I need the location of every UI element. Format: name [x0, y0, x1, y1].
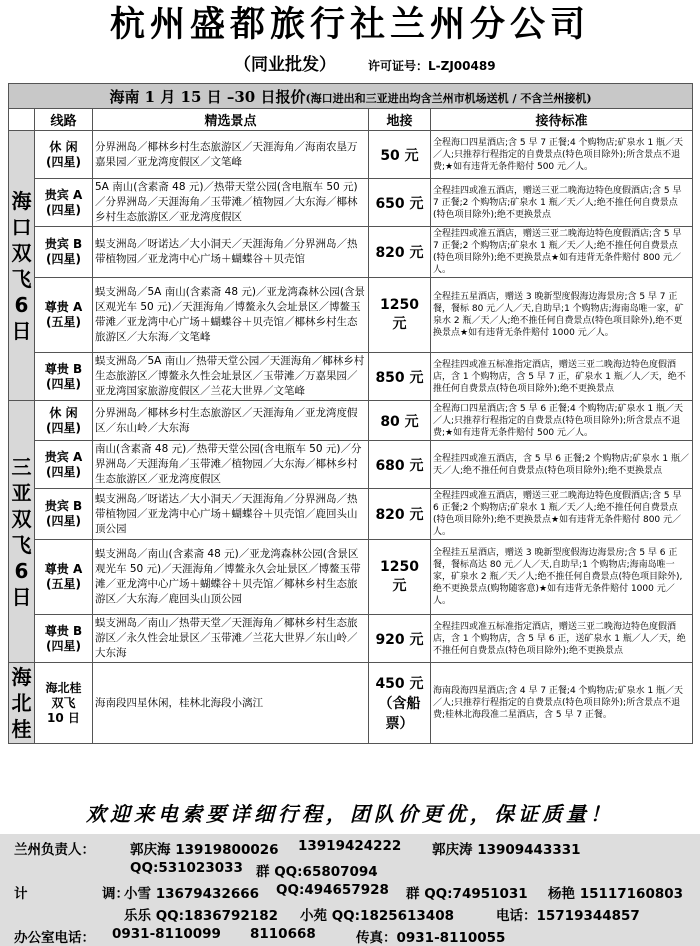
- table-heading-row: [9, 84, 693, 109]
- standard-cell: 全程海口四星酒店;含 5 早 6 正餐;4 个购物店;矿泉水 1 瓶／天／人;只推荐行程指定的自费景点(特色项目除外);所含景点不退费;★如有违背无条件赔付 500 元／人。: [431, 401, 693, 441]
- line-name: [35, 663, 93, 744]
- line-name-part: (四星): [46, 154, 81, 169]
- office-phone2: 8110668: [250, 926, 316, 942]
- region-label: [9, 131, 35, 401]
- xiaoxue-qq: QQ:494657928: [276, 882, 389, 898]
- region-char: 口: [11, 214, 32, 239]
- standard-cell: 全程挂四或准五酒店，含 5 早 6 正餐;2 个购物店;矿泉水 1 瓶／天／人;绝不推任何自费景点(特色项目除外);绝不更换景点: [431, 441, 693, 489]
- spots-cell: 分界洲岛／椰林乡村生态旅游区／天涯海角／亚龙湾度假区／东山岭／大东海: [93, 401, 369, 441]
- dispatch-label-b: 调：: [102, 886, 129, 902]
- standard-cell: 全程挂四或准五酒店，赠送三亚二晚海边特色度假酒店;含 5 早 7 正餐;2 个购物店;矿泉水 1 瓶／天／人;绝不推任何自费景点(特色项目除外);绝不更换景点: [431, 179, 693, 227]
- price-cell: 1250 元: [369, 540, 431, 615]
- license-number: 许可证号：L-ZJ00489: [368, 59, 496, 73]
- column-header-price: 地接: [369, 109, 431, 131]
- contact-panel: [0, 834, 700, 946]
- line-name-part: 尊贵 A: [44, 562, 83, 576]
- price-cell: 820 元: [369, 227, 431, 278]
- price-cell: 920 元: [369, 615, 431, 663]
- region-char: 三: [11, 454, 32, 479]
- price-table: [8, 83, 693, 744]
- line-name-part: 贵宾 B: [44, 237, 83, 251]
- line-name-part: 尊贵 B: [44, 623, 83, 638]
- line-name-part: 休 闲: [49, 405, 78, 420]
- yangyan: 杨艳 15117160803: [548, 886, 684, 902]
- price-cell: 650 元: [369, 179, 431, 227]
- spots-cell: 南山(含素斋 48 元)／热带天堂公园(含电瓶车 50 元)／分界洲岛／天涯海角／玉带滩／植物园／大东海／椰林乡村生态旅游区／亚龙湾度假区: [93, 441, 369, 489]
- group-qq2: 群 QQ:74951031: [406, 886, 528, 902]
- region-char: 飞: [11, 266, 32, 291]
- line-name-part: (四星): [46, 420, 81, 435]
- price-cell: 850 元: [369, 353, 431, 401]
- price-cell: 820 元: [369, 489, 431, 540]
- line-name: [35, 401, 93, 441]
- line-name: [35, 489, 93, 540]
- line-name-part: 10 日: [47, 710, 80, 725]
- standard-cell: 全程海口四星酒店;含 5 早 7 正餐;4 个购物店;矿泉水 1 瓶／天／人;只推荐行程指定的自费景点(特色项目除外);所含景点不退费;★如有违背无条件赔付 500 元／人。: [431, 131, 693, 179]
- region-char: 双: [11, 506, 32, 531]
- price-cell: 1250 元: [369, 278, 431, 353]
- fax: 传真：0931-8110055: [356, 930, 506, 946]
- region-label: [9, 401, 35, 663]
- column-header-region: [9, 109, 35, 131]
- table-row: [9, 489, 693, 540]
- region-char: 飞: [11, 532, 32, 557]
- standard-cell: 全程挂四或准五酒店，赠送三亚二晚海边特色度假酒店;含 5 早 7 正餐;2 个购物店;矿泉水 1 瓶／天／人;绝不推任何自费景点(特色项目除外);绝不更换景点★如有违背无条件赔付 800 元／人。: [431, 227, 693, 278]
- table-row: [9, 353, 693, 401]
- region-char: 双: [11, 240, 32, 265]
- region-char: 6: [14, 292, 29, 317]
- qq1: QQ:531023033: [130, 860, 243, 876]
- line-name: [35, 227, 93, 278]
- region-char: 北: [11, 691, 32, 715]
- line-name-part: (五星): [46, 315, 81, 329]
- table-row: [9, 401, 693, 441]
- dispatch-label-a: 计: [14, 886, 28, 902]
- column-header-row: [9, 109, 693, 131]
- spots-cell: 蜈支洲岛／5A 南山／热带天堂公园／天涯海角／椰林乡村生态旅游区／博鳌永久性会址景区／玉带滩／万嘉果园／亚龙湾国家旅游度假区／兰花大世界／文笔峰: [93, 353, 369, 401]
- standard-cell: 全程挂五星酒店，赠送 3 晚新型度假海边海景房;含 5 早 6 正餐，餐标高达 80 元／人／天,自助早;1 个购物店;海南岛唯一家，矿泉水 2 瓶／天／人;绝不推任何自费景点(特色项目除外),绝不更换景点(购物随客意)★如有违背无条件赔付 1000 元／人。: [431, 540, 693, 615]
- spots-cell: 分界洲岛／椰林乡村生态旅游区／天涯海角／海南农垦万嘉果园／亚龙湾度假区／文笔峰: [93, 131, 369, 179]
- table-row: [9, 441, 693, 489]
- group-qq1: 群 QQ:65807094: [256, 864, 378, 880]
- manager2: 郭庆涛 13909443331: [432, 842, 581, 858]
- price-cell: 680 元: [369, 441, 431, 489]
- line-name-part: 尊贵 A: [44, 300, 83, 314]
- price-cell: 50 元: [369, 131, 431, 179]
- line-name-part: (四星): [46, 252, 81, 266]
- line-name-part: (五星): [46, 577, 81, 591]
- welcome-slogan: 欢迎来电索要详细行程，团队价更优，保证质量！: [86, 802, 614, 826]
- table-row: [9, 615, 693, 663]
- price-cell: 450 元（含船票）: [369, 663, 431, 744]
- price-cell: 80 元: [369, 401, 431, 441]
- lele-qq: 乐乐 QQ:1836792182: [124, 908, 278, 924]
- line-name-part: (四星): [46, 638, 81, 653]
- manager1: 郭庆海 13919800026: [130, 842, 279, 858]
- line-name: [35, 131, 93, 179]
- manager1-phone2: 13919424222: [298, 838, 402, 854]
- line-name-part: 贵宾 B: [44, 499, 83, 513]
- line-name: [35, 540, 93, 615]
- standard-cell: 海南段海四星酒店;含 4 早 7 正餐;4 个购物店;矿泉水 1 瓶／天／人;只推荐行程指定的自费景点(特色项目除外);所含景点不退费;桂林北海段准二星酒店，含 5 早 7 正餐。: [431, 663, 693, 744]
- column-header-spots: 精选景点: [93, 109, 369, 131]
- region-char: 海: [11, 665, 32, 689]
- region-char: 海: [11, 188, 32, 213]
- table-row: [9, 227, 693, 278]
- region-char: 6: [14, 558, 29, 583]
- manager-label: 兰州负责人：: [14, 842, 95, 858]
- line-name-part: 尊贵 B: [44, 361, 83, 376]
- line-name: [35, 179, 93, 227]
- line-name: [35, 441, 93, 489]
- office-label: 办公室电话：: [14, 930, 95, 946]
- region-char: 亚: [11, 480, 32, 505]
- spots-cell: 海南段四星休闲，桂林北海段小漓江: [93, 663, 369, 744]
- standard-cell: 全程挂四或准五酒店，赠送三亚二晚海边特色度假酒店;含 5 早 6 正餐;2 个购物店;矿泉水 1 瓶／天／人;绝不推任何自费景点(特色项目除外);绝不更换景点★如有违背无条件赔付 800 元／人。: [431, 489, 693, 540]
- heading-main: 海南 1 月 15 日 –30 日报价: [109, 87, 306, 106]
- line-name-part: 休 闲: [49, 139, 78, 154]
- table-row: [9, 540, 693, 615]
- line-name-part: (四星): [46, 376, 81, 391]
- xiaoxue: 小雪 13679432666: [124, 886, 260, 902]
- spots-cell: 蜈支洲岛／5A 南山(含素斋 48 元)／亚龙湾森林公园(含景区观光车 50 元)／天涯海角／博鳌永久会址景区／博鳌玉带滩／亚龙湾中心广场＋蝴蝶谷＋贝壳馆／椰林乡村生态旅游区／大东海／文笔峰: [93, 278, 369, 353]
- standard-cell: 全程挂五星酒店，赠送 3 晚新型度假海边海景房;含 5 早 7 正餐，餐标 80 元／人／天,自助早;1 个购物店;海南岛唯一家，矿泉水 2 瓶／天／人;绝不推任何自费景点(特色项目除外),绝不更换景点★如有违背无条件赔付 1000 元／人。: [431, 278, 693, 353]
- region-char: 日: [11, 584, 32, 609]
- page-title: 杭州盛都旅行社兰州分公司: [109, 5, 590, 45]
- line-name-part: (四星): [46, 514, 81, 528]
- region-char: 日: [11, 318, 32, 343]
- table-row: [9, 663, 693, 744]
- spots-cell: 蜈支洲岛／南山(含素斋 48 元)／亚龙湾森林公园(含景区观光车 50 元)／天涯海角／博鳌永久会址景区／博鳌玉带滩／亚龙湾中心广场＋蝴蝶谷＋贝壳馆／椰林乡村生态旅游区／大东海／鹿回头山顶公园: [93, 540, 369, 615]
- table-row: [9, 179, 693, 227]
- spots-cell: 5A 南山(含素斋 48 元)／热带天堂公园(含电瓶车 50 元)／分界洲岛／天涯海角／玉带滩／植物园／大东海／椰林乡村生态旅游区／亚龙湾度假区: [93, 179, 369, 227]
- table-heading: [9, 84, 693, 109]
- line-name: [35, 278, 93, 353]
- spots-cell: 蜈支洲岛／呀诺达／大小洞天／天涯海角／分界洲岛／热带植物园／亚龙湾中心广场＋蝴蝶谷＋贝壳馆／鹿回头山顶公园: [93, 489, 369, 540]
- line-name: [35, 615, 93, 663]
- standard-cell: 全程挂四或准五标准指定酒店，赠送三亚二晚海边特色度假酒店，含 1 个购物店，含 5 早 6 正，送矿泉水 1 瓶／人／天，绝不推任何自费景点(特色项目除外);绝不更换景点: [431, 615, 693, 663]
- line-name-part: 贵宾 A: [44, 449, 83, 464]
- region-label: [9, 663, 35, 744]
- subtitle: （同业批发）: [234, 55, 336, 75]
- line-name-part: 贵宾 A: [44, 187, 83, 202]
- table-row: [9, 278, 693, 353]
- phone: 电话：15719344857: [496, 908, 640, 924]
- office-phone1: 0931-8110099: [112, 926, 221, 942]
- line-name-part: 双飞: [51, 695, 76, 710]
- line-name-part: (四星): [46, 464, 81, 479]
- region-char: 桂: [11, 717, 32, 741]
- line-name: [35, 353, 93, 401]
- line-name-part: 海北桂: [45, 680, 82, 695]
- xiaoyuan-qq: 小苑 QQ:1825613408: [300, 908, 454, 924]
- column-header-standard: 接待标准: [431, 109, 693, 131]
- column-header-line: 线路: [35, 109, 93, 131]
- spots-cell: 蜈支洲岛／呀诺达／大小洞天／天涯海角／分界洲岛／热带植物园／亚龙湾中心广场＋蝴蝶谷＋贝壳馆: [93, 227, 369, 278]
- line-name-part: (四星): [46, 202, 81, 217]
- heading-note: (海口进出和三亚进出均含兰州市机场送机 / 不含兰州接机): [305, 91, 592, 105]
- table-row: [9, 131, 693, 179]
- standard-cell: 全程挂四或准五标准指定酒店，赠送三亚二晚海边特色度假酒店，含 1 个购物店，含 5 早 7 正，矿泉水 1 瓶／人／天，绝不推任何自费景点(特色项目除外);绝不更换景点: [431, 353, 693, 401]
- spots-cell: 蜈支洲岛／南山／热带天堂／天涯海角／椰林乡村生态旅游区／永久性会址景区／玉带滩／兰花大世界／东山岭／大东海: [93, 615, 369, 663]
